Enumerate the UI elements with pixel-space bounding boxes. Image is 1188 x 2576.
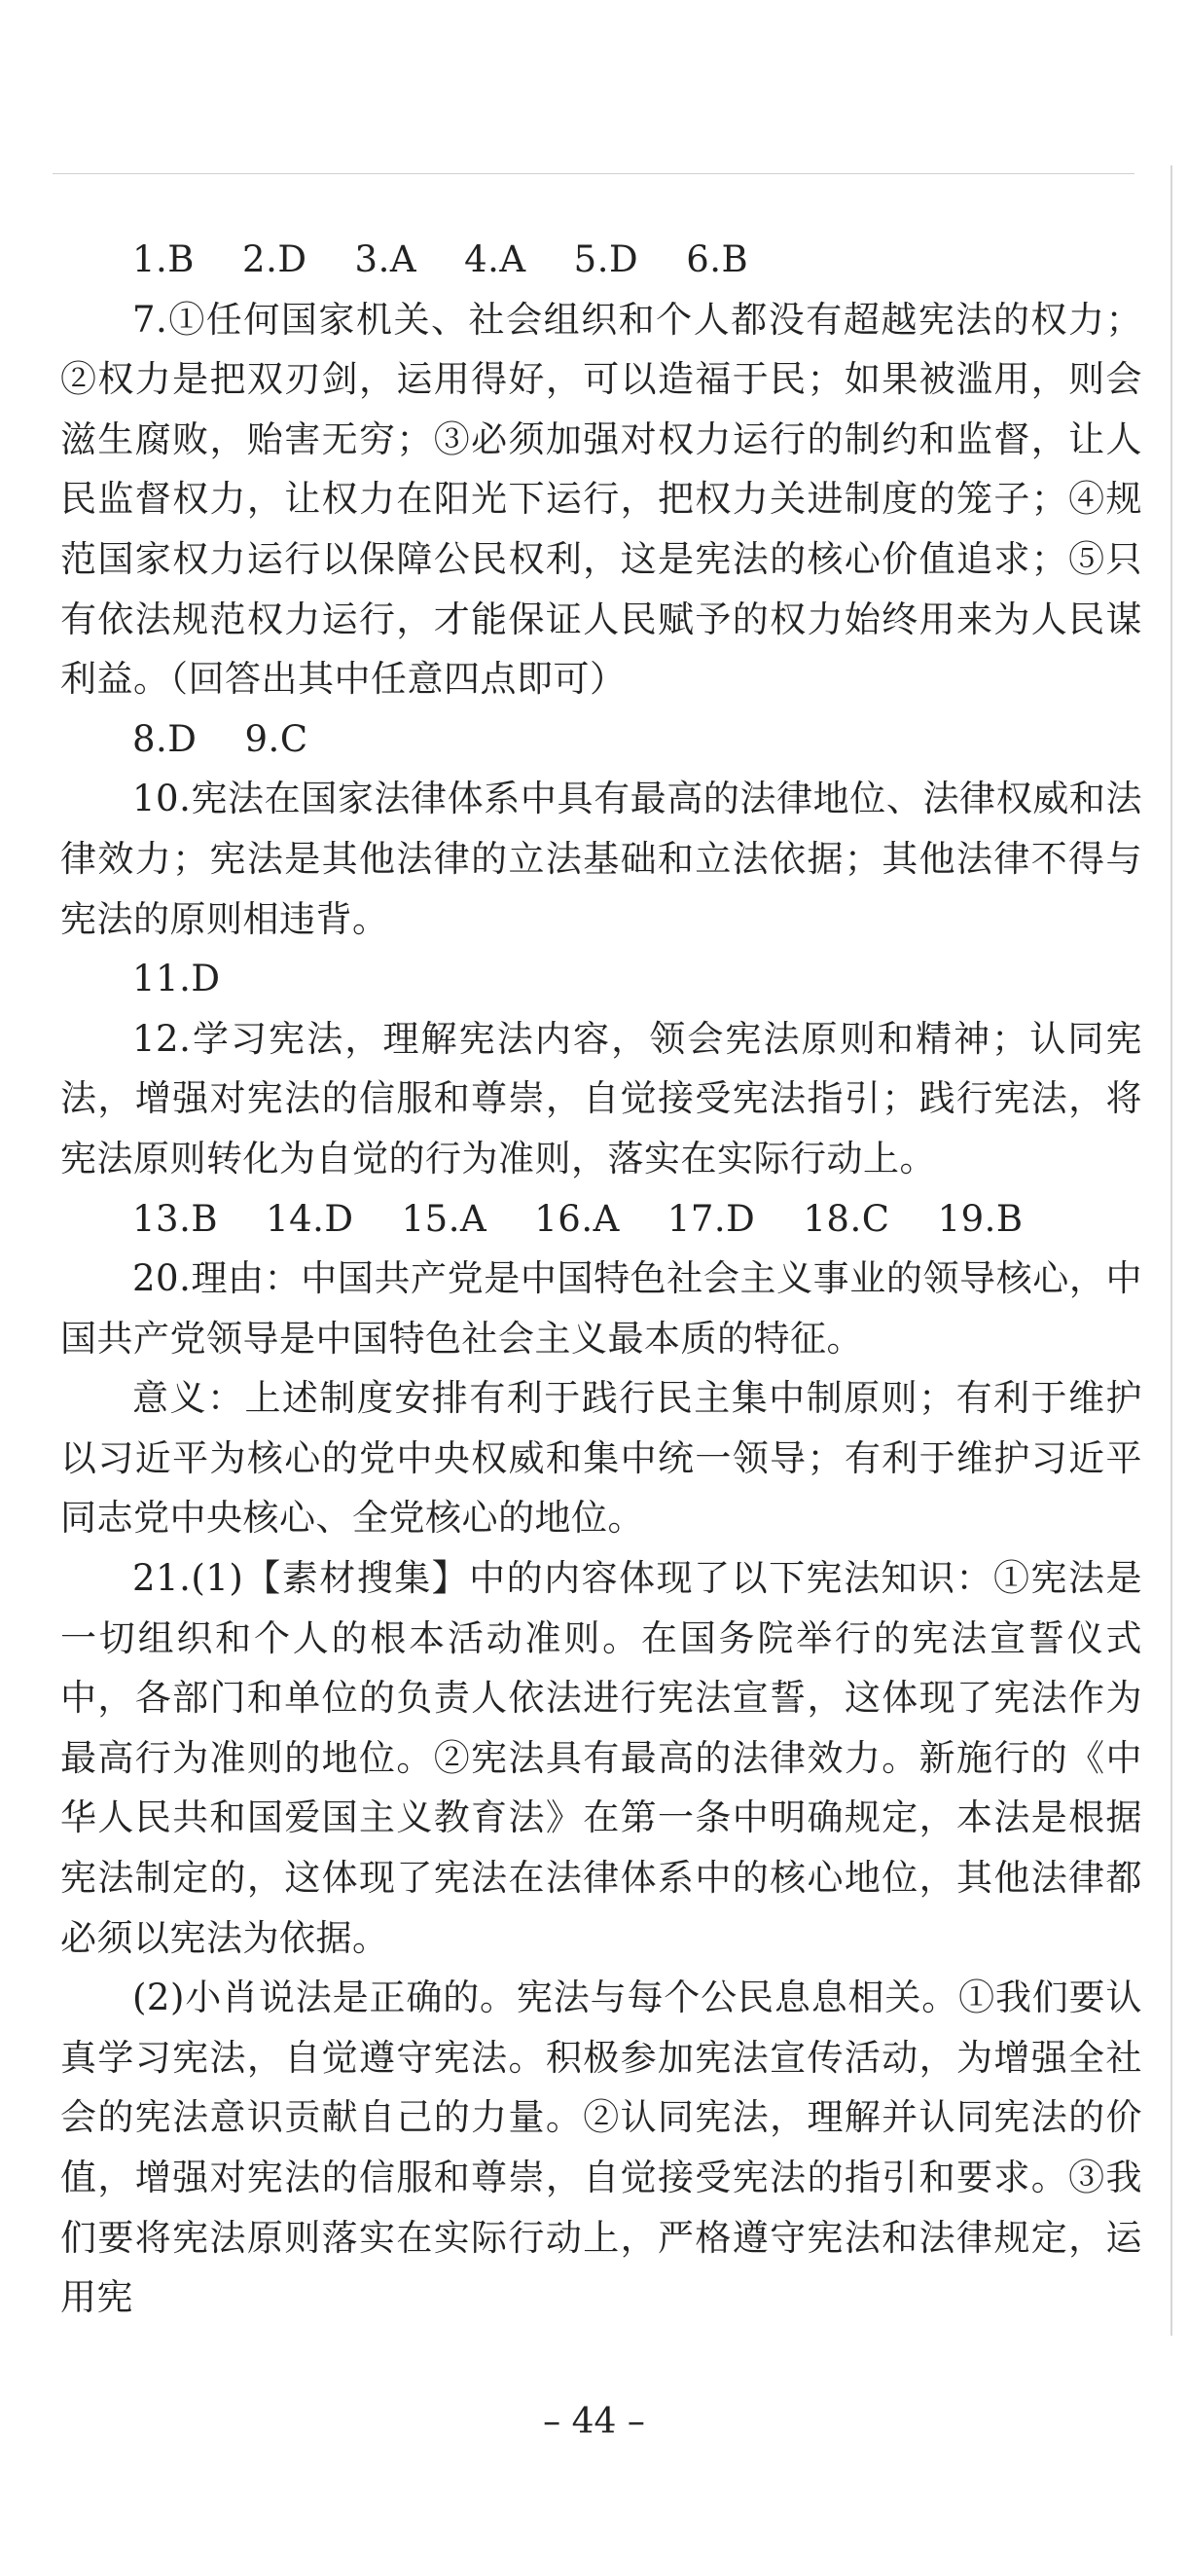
answer-21-part-1: 21.(1)【素材搜集】中的内容体现了以下宪法知识：①宪法是一切组织和个人的根本活动准则。在国务院举行的宪法宣誓仪式中，各部门和单位的负责人依法进行宪法宣誓，这体现了宪法作为最高行为准则的地位。②宪法具有最高的法律效力。新施行的《中华人民共和国爱国主义教育法》在第一条中明确规定，本法是根据宪法制定的，这体现了宪法在法律体系中的核心地位，其他法律都必须以宪法为依据。 (60, 1557, 1142, 1959)
answer-11: 11.D (132, 958, 221, 1000)
answers-1-6: 1.B 2.D 3.A 4.A 5.D 6.B (132, 238, 749, 280)
answer-text (60, 230, 1142, 2328)
answers-8-9: 8.D 9.C (132, 717, 308, 760)
answer-10: 10.宪法在国家法律体系中具有最高的法律地位、法律权威和法律效力；宪法是其他法律的立法基础和立法依据；其他法律不得与宪法的原则相违背。 (60, 778, 1142, 940)
answer-21-part-2: (2)小肖说法是正确的。宪法与每个公民息息相关。①我们要认真学习宪法，自觉遵守宪法。积极参加宪法宣传活动，为增强全社会的宪法意识贡献自己的力量。②认同宪法，理解并认同宪法的价值，增强对宪法的信服和尊崇，自觉接受宪法的指引和要求。③我们要将宪法原则落实在实际行动上，严格遵守宪法和法律规定，运用宪 (60, 1977, 1142, 2319)
page-edge-line (1170, 165, 1172, 2336)
answer-12: 12.学习宪法，理解宪法内容，领会宪法原则和精神；认同宪法，增强对宪法的信服和尊崇，自觉接受宪法指引；践行宪法，将宪法原则转化为自觉的行为准则，落实在实际行动上。 (60, 1017, 1142, 1179)
answer-20-reason: 20.理由：中国共产党是中国特色社会主义事业的领导核心，中国共产党领导是中国特色社会主义最本质的特征。 (60, 1257, 1142, 1360)
answer-7: 7.①任何国家机关、社会组织和个人都没有超越宪法的权力；②权力是把双刃剑，运用得好，可以造福于民；如果被滥用，则会滋生腐败，贻害无穷；③必须加强对权力运行的制约和监督，让人民监督权力，让权力在阳光下运行，把权力关进制度的笼子；④规范国家权力运行以保障公民权利，这是宪法的核心价值追求；⑤只有依法规范权力运行，才能保证人民赋予的权力始终用来为人民谋利益。（回答出其中任意四点即可） (60, 298, 1142, 701)
answers-13-19: 13.B 14.D 15.A 16.A 17.D 18.C 19.B (132, 1197, 1024, 1240)
top-rule (53, 173, 1134, 174)
page-number: – 44 – (543, 2402, 645, 2442)
answer-20-meaning: 意义：上述制度安排有利于践行民主集中制原则；有利于维护以习近平为核心的党中央权威和集中统一领导；有利于维护习近平同志党中央核心、全党核心的地位。 (60, 1377, 1142, 1540)
